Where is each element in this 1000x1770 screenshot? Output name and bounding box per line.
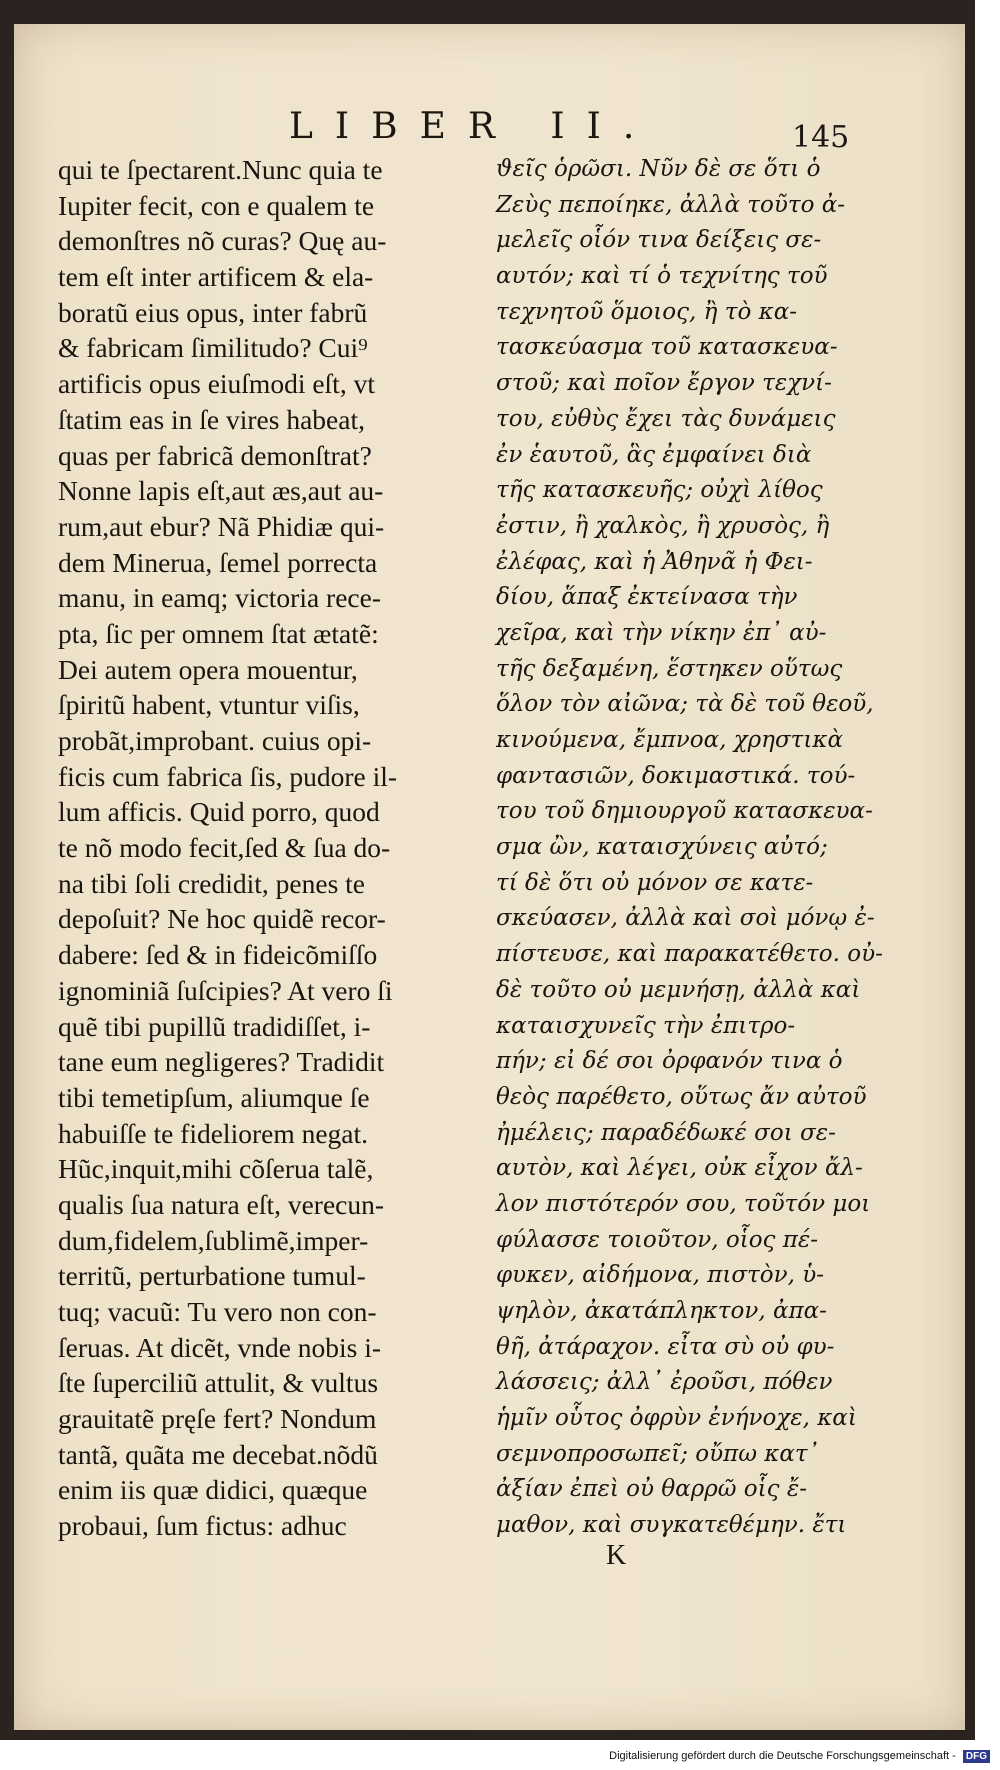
greek-text-line: πίστευσε, καὶ παρακατέθετο. οὐ- <box>496 941 883 968</box>
latin-text-line: lum afficis. Quid porro, quod <box>58 796 380 828</box>
greek-text-line: σεμνοπροσωπεῖ; οὔπω κατ᾽ <box>496 1440 820 1467</box>
greek-text-line: χεῖρα, καὶ τὴν νίκην ἐπ᾽ αὐ- <box>496 619 827 646</box>
latin-text-line: Nonne lapis eſt,aut æs,aut au- <box>58 475 384 507</box>
latin-text-line: Dei autem opera mouentur, <box>58 653 358 685</box>
running-head: LIBER II. <box>289 106 657 147</box>
greek-text-line: τῆς κατασκευῆς; οὐχὶ λίθος <box>496 477 823 504</box>
latin-text-line: enim iis quæ didici, quæque <box>58 1474 368 1506</box>
greek-text-line: τῆς δεξαμένη, ἕστηκεν οὕτως <box>496 655 843 682</box>
dfg-logo: DFG <box>963 1750 990 1763</box>
greek-text-line: φαντασιῶν, δοκιμαστικά. τού- <box>496 762 856 789</box>
latin-text-line: ſpiritũ habent, vtuntur viſis, <box>58 689 360 721</box>
latin-text-line: Iupiter fecit, con e qualem te <box>58 189 375 221</box>
latin-text-line: qui te ſpectarent.Nunc quia te <box>58 154 383 185</box>
latin-text-line: ſeruas. At dicẽt, vnde nobis i- <box>58 1331 382 1363</box>
latin-text-line: na tibi ſoli credidit, penes te <box>58 867 365 899</box>
latin-text-line: tem eſt inter artificem & ela- <box>58 261 374 293</box>
greek-text-line: του τοῦ δημιουργοῦ κατασκευα- <box>496 798 873 825</box>
book-page <box>14 24 965 1730</box>
greek-text-line: σκεύασεν, ἀλλὰ καὶ σοὶ μόνῳ ἐ- <box>496 905 875 932</box>
greek-text-line: κινούμενα, ἔμπνοα, χρηστικὰ <box>496 727 844 753</box>
greek-text-line: θῆ, ἀτάραχον. εἶτα σὺ οὐ φυ- <box>496 1333 835 1360</box>
latin-text-line: habuiſſe te fideliorem negat. <box>58 1117 369 1149</box>
greek-text-line: ϑεῖς ὁρῶσι. Νῦν δὲ σε ὅτι ὁ <box>496 156 821 182</box>
latin-text-line: qualis ſua natura eſt, verecun- <box>58 1188 385 1220</box>
greek-text-line: στοῦ; καὶ ποῖον ἔργον τεχνί- <box>496 370 832 397</box>
latin-text-line: territũ, perturbatione tumul- <box>58 1260 366 1292</box>
greek-text-line: ἡμῖν οὗτος ὀφρὺν ἐνήνοχε, καὶ <box>496 1405 857 1432</box>
greek-text-line: πήν; εἰ δέ σοι ὀρφανόν τινα ὁ <box>496 1048 843 1075</box>
greek-text-line: μελεῖς οἷόν τινα δείξεις σε- <box>496 227 822 254</box>
greek-text-line: λάσσεις; ἀλλ᾽ ἐροῦσι, πόθεν <box>496 1369 833 1396</box>
latin-text-line: demonſtres nõ curas? Quę au- <box>58 225 387 257</box>
signature-mark: K <box>606 1540 627 1571</box>
latin-text-line: tuq; vacuũ: Tu vero non con- <box>58 1296 377 1327</box>
greek-text-line: ἐστιν, ἢ χαλκὸς, ἢ χρυσὸς, ἢ <box>496 512 830 539</box>
latin-text-line: tantã, quãta me decebat.nõdũ <box>58 1438 378 1470</box>
greek-text-line: Ζεὺς πεποίηκε, ἀλλὰ τοῦτο ἀ- <box>496 191 846 218</box>
latin-text-line: dem Minerua, ſemel porrecta <box>58 546 378 578</box>
latin-text-line: depoſuit? Ne hoc quidẽ recor- <box>58 903 386 935</box>
greek-text-line: λον πιστότερόν σου, τοῦτόν μοι <box>496 1190 871 1217</box>
digitization-credit <box>609 1750 990 1763</box>
latin-text-line: pta, ſic per omnem ſtat ætatẽ: <box>58 617 379 649</box>
greek-text-line: ἐν ἑαυτοῦ, ἃς ἐμφαίνει διὰ <box>496 441 812 468</box>
page-number: 145 <box>792 120 850 155</box>
latin-text-line: Hũc,inquit,mihi cõſerua talẽ, <box>58 1153 374 1185</box>
greek-text-line: σμα ὢν, καταισχύνεις αὐτό; <box>496 834 828 861</box>
greek-text-line: φυκεν, αἰδήμονα, πιστὸν, ὑ- <box>496 1262 824 1289</box>
latin-text-line: artificis opus eiuſmodi eſt, vt <box>58 368 375 400</box>
latin-text-line: ſte ſuperciliũ attulit, & vultus <box>58 1367 379 1399</box>
latin-text-line: ficis cum fabrica ſis, pudore il- <box>58 760 398 792</box>
greek-text-line: ἐλέφας, καὶ ἡ Ἀθηνᾶ ἡ Φει- <box>496 548 813 575</box>
latin-column <box>58 152 468 1544</box>
greek-text-line: καταισχυνεῖς τὴν ἐπιτρο- <box>496 1012 796 1039</box>
greek-text-line: αυτὸν, καὶ λέγει, οὐκ εἶχον ἄλ- <box>496 1155 863 1182</box>
latin-text-line: tane eum negligeres? Tradidit <box>58 1046 385 1078</box>
latin-text-line: probãt,improbant. cuius opi- <box>58 725 372 756</box>
credit-text: Digitalisierung gefördert durch die Deutsche Forschungsgemeinschaft - <box>609 1750 956 1762</box>
latin-text-line: dum,fidelem,ſublimẽ,imper- <box>58 1224 369 1256</box>
greek-text-line: ὅλον τὸν αἰῶνα; τὰ δὲ τοῦ θεοῦ, <box>496 691 874 718</box>
latin-text-line: te nõ modo fecit,ſed & ſua do- <box>58 832 391 864</box>
greek-text-line: δίου, ἅπαξ ἐκτείνασα τὴν <box>496 584 798 611</box>
latin-text-line: rum,aut ebur? Nã Phidiæ qui- <box>58 510 385 542</box>
latin-text-line: ſtatim eas in ſe vires habeat, <box>58 403 365 435</box>
latin-text-line: tibi temetipſum, aliumque ſe <box>58 1081 370 1113</box>
latin-text-line: probaui, ſum fictus: adhuc <box>58 1510 347 1542</box>
greek-text-line: ἀξίαν ἐπεὶ οὐ θαρρῶ οἷς ἔ- <box>496 1476 807 1503</box>
greek-column <box>496 152 883 1544</box>
greek-text-line: ψηλὸν, ἀκατάπληκτον, ἀπα- <box>496 1298 827 1324</box>
latin-text-line: ignominiã ſuſcipies? At vero ſi <box>58 974 393 1006</box>
greek-text-line: τασκεύασμα τοῦ κατασκευα- <box>496 334 838 361</box>
latin-text-line: boratũ eius opus, inter fabrũ <box>58 296 368 328</box>
latin-text-line: quẽ tibi pupillũ tradidiſſet, i- <box>58 1010 371 1042</box>
greek-text-line: αυτόν; καὶ τί ὁ τεχνίτης τοῦ <box>496 263 828 290</box>
latin-text-line: quas per fabricã demonſtrat? <box>58 439 372 471</box>
greek-text-line: τεχνητοῦ ὅμοιος, ἢ τὸ κα- <box>496 298 797 325</box>
latin-text-line: grauitatẽ pręſe fert? Nondum <box>58 1403 377 1435</box>
greek-text-line: τί δὲ ὅτι οὐ μόνον σε κατε- <box>496 869 814 896</box>
greek-text-line: φύλασσε τοιοῦτον, οἷος πέ- <box>496 1226 818 1253</box>
greek-text-line: δὲ τοῦτο οὐ μεμνήσῃ, ἀλλὰ καὶ <box>496 976 861 1003</box>
latin-text-line: manu, in eamq; victoria rece- <box>58 582 381 614</box>
greek-text-line: ἠμέλεις; παραδέδωκέ σοι σε- <box>496 1119 836 1146</box>
greek-text-line: του, εὐθὺς ἔχει τὰς δυνάμεις <box>496 405 836 432</box>
latin-text-line: dabere: ſed & in fideicõmiſſo <box>58 939 378 971</box>
greek-text-line: μαθον, καὶ συγκατεθέμην. ἔτι <box>496 1512 847 1539</box>
greek-text-line: θεὸς παρέθετο, οὕτως ἄν αὐτοῦ <box>496 1083 867 1110</box>
latin-text-line: & fabricam ſimilitudo? Cui⁹ <box>58 332 368 364</box>
